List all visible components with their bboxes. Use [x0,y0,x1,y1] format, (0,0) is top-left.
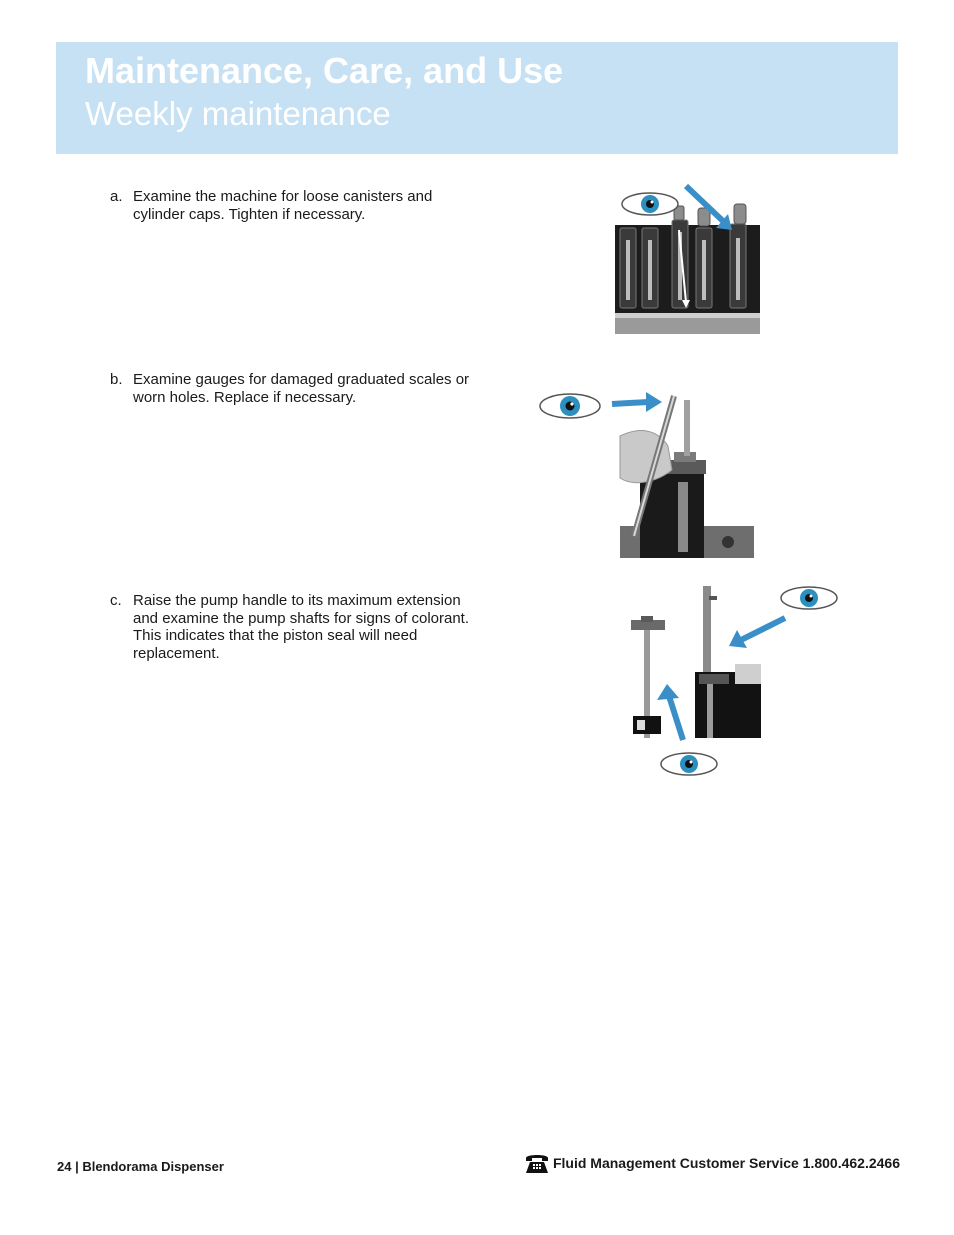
customer-service-contact [524,1152,900,1174]
eye-icon [540,394,600,418]
step-a [110,188,470,223]
step-b [110,371,480,406]
step-letter: b. [110,371,123,388]
page-title: Maintenance, Care, and Use [85,50,564,91]
gauge-illustration [528,366,758,560]
step-text: Examine gauges for damaged graduated scales or worn holes. Replace if necessary. [133,371,470,406]
page-subtitle: Weekly maintenance [85,95,391,132]
eye-icon [781,587,837,609]
step-letter: c. [110,592,122,609]
customer-service-text: Fluid Management Customer Service 1.800.462.2466 [552,1155,900,1171]
header-banner [56,42,898,154]
eye-icon [622,193,678,215]
eye-icon [661,753,717,775]
step-c [110,592,470,662]
pump-shaft-illustration [625,580,853,784]
step-letter: a. [110,188,123,205]
step-text: Raise the pump handle to its maximum extension and examine the pump shafts for signs of colorant. This indicates that the piston seal will need replacement. [133,592,470,662]
page-footer-label: 24 | Blendorama Dispenser [57,1159,224,1174]
step-text: Examine the machine for loose canisters and cylinder caps. Tighten if necessary. [133,188,433,223]
telephone-icon [524,1152,550,1174]
canisters-illustration [612,180,764,336]
